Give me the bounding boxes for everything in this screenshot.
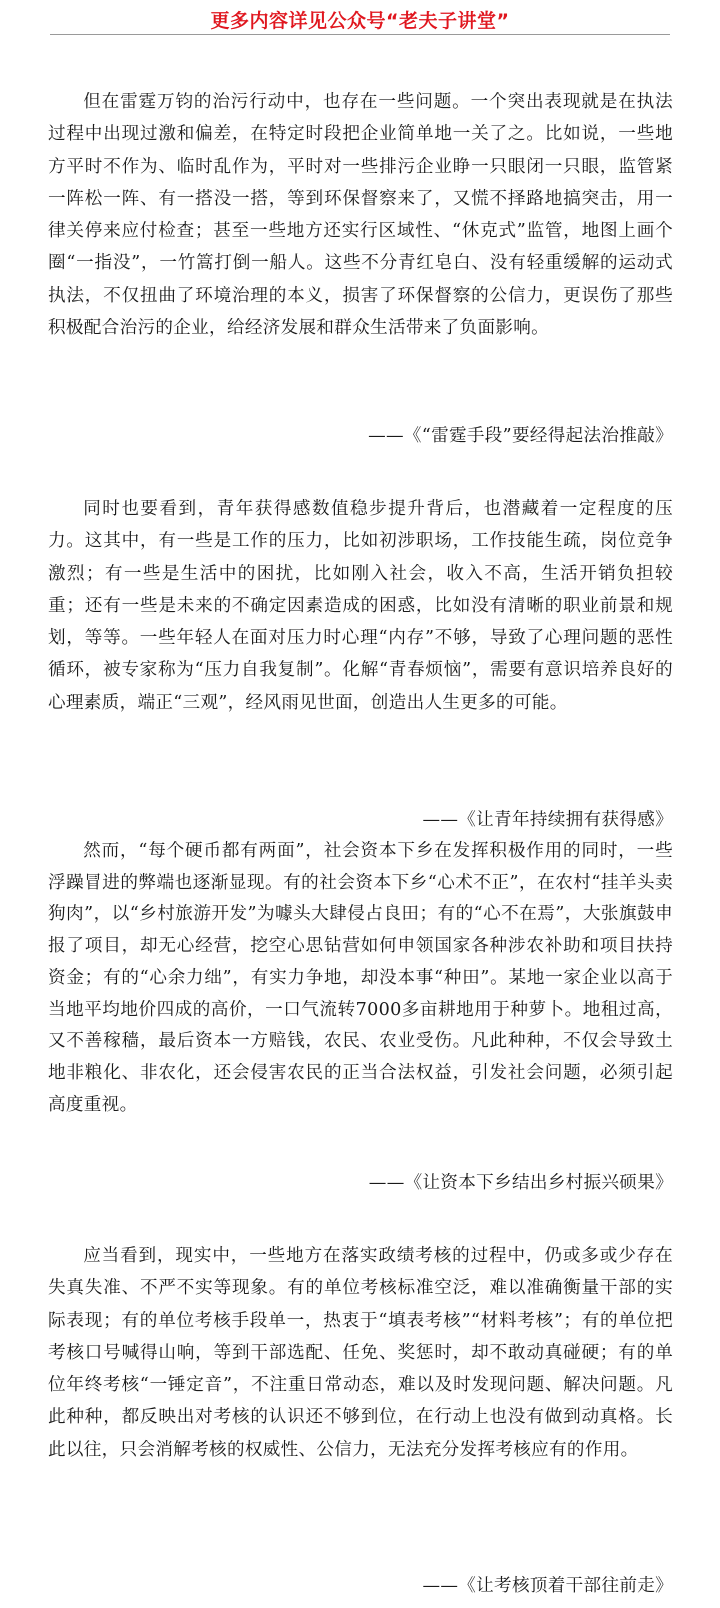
excerpt-section-4	[48, 1240, 673, 1466]
excerpt-paragraph: 应当看到，现实中，一些地方在落实政绩考核的过程中，仍或多或少存在失真失准、不严不实等现象。有的单位考核标准空泛，难以准确衡量干部的实际表现；有的单位考核手段单一，热衷于“填表考核”“材料考核”；有的单位把考核口号喊得山响，等到干部选配、任免、奖惩时，却不敢动真碰硬；有的单位年终考核“一锤定音”，不注重日常动态，难以及时发现问题、解决问题。凡此种种，都反映出对考核的认识还不够到位，在行动上也没有做到动真格。长此以往，只会消解考核的权威性、公信力，无法充分发挥考核应有的作用。	[48, 1246, 673, 1460]
excerpt-section-2	[48, 493, 673, 719]
excerpt-section-1	[48, 86, 673, 344]
page-header	[0, 0, 720, 36]
excerpt-paragraph: 然而，“每个硬币都有两面”，社会资本下乡在发挥积极作用的同时，一些浮躁冒进的弊端也逐渐显现。有的社会资本下乡“心术不正”，在农村“挂羊头卖狗肉”，以“乡村旅游开发”为噱头大肆侵占良田；有的“心不在焉”，大张旗鼓申报了项目，却无心经营，挖空心思钻营如何申领国家各种涉农补助和项目扶持资金；有的“心余力绌”，有实力争地，却没本事“种田”。某地一家企业以高于当地平均地价四成的高价，一口气流转7000多亩耕地用于种萝卜。地租过高，又不善稼穑，最后资本一方赔钱，农民、农业受伤。凡此种种，不仅会导致土地非粮化、非农化，还会侵害农民的正当合法权益，引发社会问题，必须引起高度重视。	[48, 841, 673, 1115]
excerpt-source: ——《让青年持续拥有获得感》	[422, 810, 673, 830]
excerpt-source: ——《让资本下乡结出乡村振兴硕果》	[368, 1173, 673, 1193]
excerpt-source: ——《“雷霆手段”要经得起法治推敲》	[368, 426, 673, 446]
excerpt-paragraph: 但在雷霆万钧的治污行动中，也存在一些问题。一个突出表现就是在执法过程中出现过激和偏差，在特定时段把企业简单地一关了之。比如说，一些地方平时不作为、临时乱作为，平时对一些排污企业睁一只眼闭一只眼，监管紧一阵松一阵、有一搭没一搭，等到环保督察来了，又慌不择路地搞突击，用一律关停来应付检查；甚至一些地方还实行区域性、“休克式”监管，地图上画个圈“一指没”，一竹篙打倒一船人。这些不分青红皂白、没有轻重缓解的运动式执法，不仅扭曲了环境治理的本义，损害了环保督察的公信力，更误伤了那些积极配合治污的企业，给经济发展和群众生活带来了负面影响。	[48, 92, 673, 339]
header-title: 更多内容详见公众号“老夫子讲堂”	[210, 10, 510, 32]
header-divider	[50, 34, 670, 35]
excerpt-source: ——《让考核顶着干部往前走》	[422, 1576, 673, 1596]
excerpt-paragraph: 同时也要看到，青年获得感数值稳步提升背后，也潜藏着一定程度的压力。这其中，有一些是工作的压力，比如初涉职场，工作技能生疏，岗位竞争激烈；有一些是生活中的困扰，比如刚入社会，收入不高，生活开销负担较重；还有一些是未来的不确定因素造成的困惑，比如没有清晰的职业前景和规划，等等。一些年轻人在面对压力时心理“内存”不够，导致了心理问题的恶性循环，被专家称为“压力自我复制”。化解“青春烦恼”，需要有意识培养良好的心理素质，端正“三观”，经风雨见世面，创造出人生更多的可能。	[48, 499, 673, 713]
excerpt-section-3	[48, 836, 673, 1121]
